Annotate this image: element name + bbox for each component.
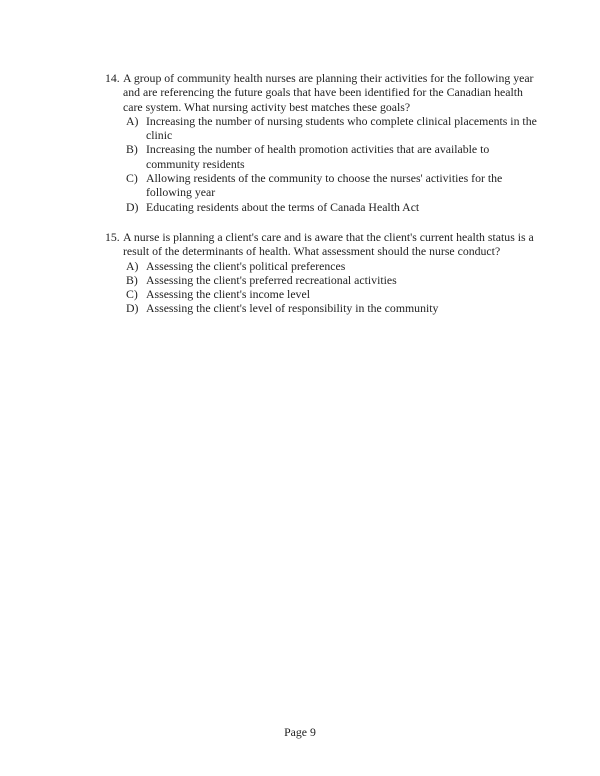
question-14-options — [123, 114, 539, 214]
option-letter: D) — [126, 301, 139, 316]
question-15 — [105, 230, 539, 316]
option-row — [123, 142, 540, 171]
question-text: A nurse is planning a client's care and is aware that the client's current health status is a result of the determinants of health. What assessment should the nurse conduct? — [123, 229, 534, 259]
option-row — [123, 273, 540, 287]
option-row — [123, 171, 540, 200]
question-15-options — [123, 259, 539, 316]
page-footer — [0, 725, 600, 739]
option-row — [123, 114, 540, 143]
question-number: 14. — [105, 71, 120, 85]
option-text: Assessing the client's level of responsibility in the community — [146, 301, 439, 316]
question-number: 15. — [105, 229, 120, 244]
option-letter: B) — [126, 142, 138, 157]
question-14 — [105, 71, 539, 214]
option-letter: A) — [126, 113, 139, 128]
option-letter: D) — [126, 199, 139, 214]
option-text: Increasing the number of nursing students who complete clinical placements in the clinic — [146, 113, 537, 143]
option-row — [123, 200, 540, 214]
option-letter: B) — [126, 272, 138, 287]
option-text: Assessing the client's preferred recreational activities — [146, 272, 397, 287]
question-list — [105, 71, 545, 316]
option-text: Increasing the number of health promotion activities that are available to community residents — [146, 142, 490, 171]
option-text: Assessing the client's political preferences — [146, 258, 346, 273]
page-number-label: Page 9 — [284, 725, 316, 739]
option-text: Educating residents about the terms of Canada Health Act — [146, 199, 420, 214]
option-text: Assessing the client's income level — [146, 287, 310, 302]
option-row — [123, 259, 540, 273]
option-row — [123, 287, 540, 301]
option-letter: C) — [126, 287, 138, 302]
question-text: A group of community health nurses are planning their activities for the following year and are referencing the future goals that have been identified for the Canadian health care system. What nursing activity best matches these goals? — [123, 71, 534, 114]
option-text: Allowing residents of the community to choose the nurses' activities for the following year — [146, 171, 503, 200]
option-letter: A) — [126, 258, 139, 273]
option-letter: C) — [126, 171, 138, 186]
option-row — [123, 301, 540, 315]
